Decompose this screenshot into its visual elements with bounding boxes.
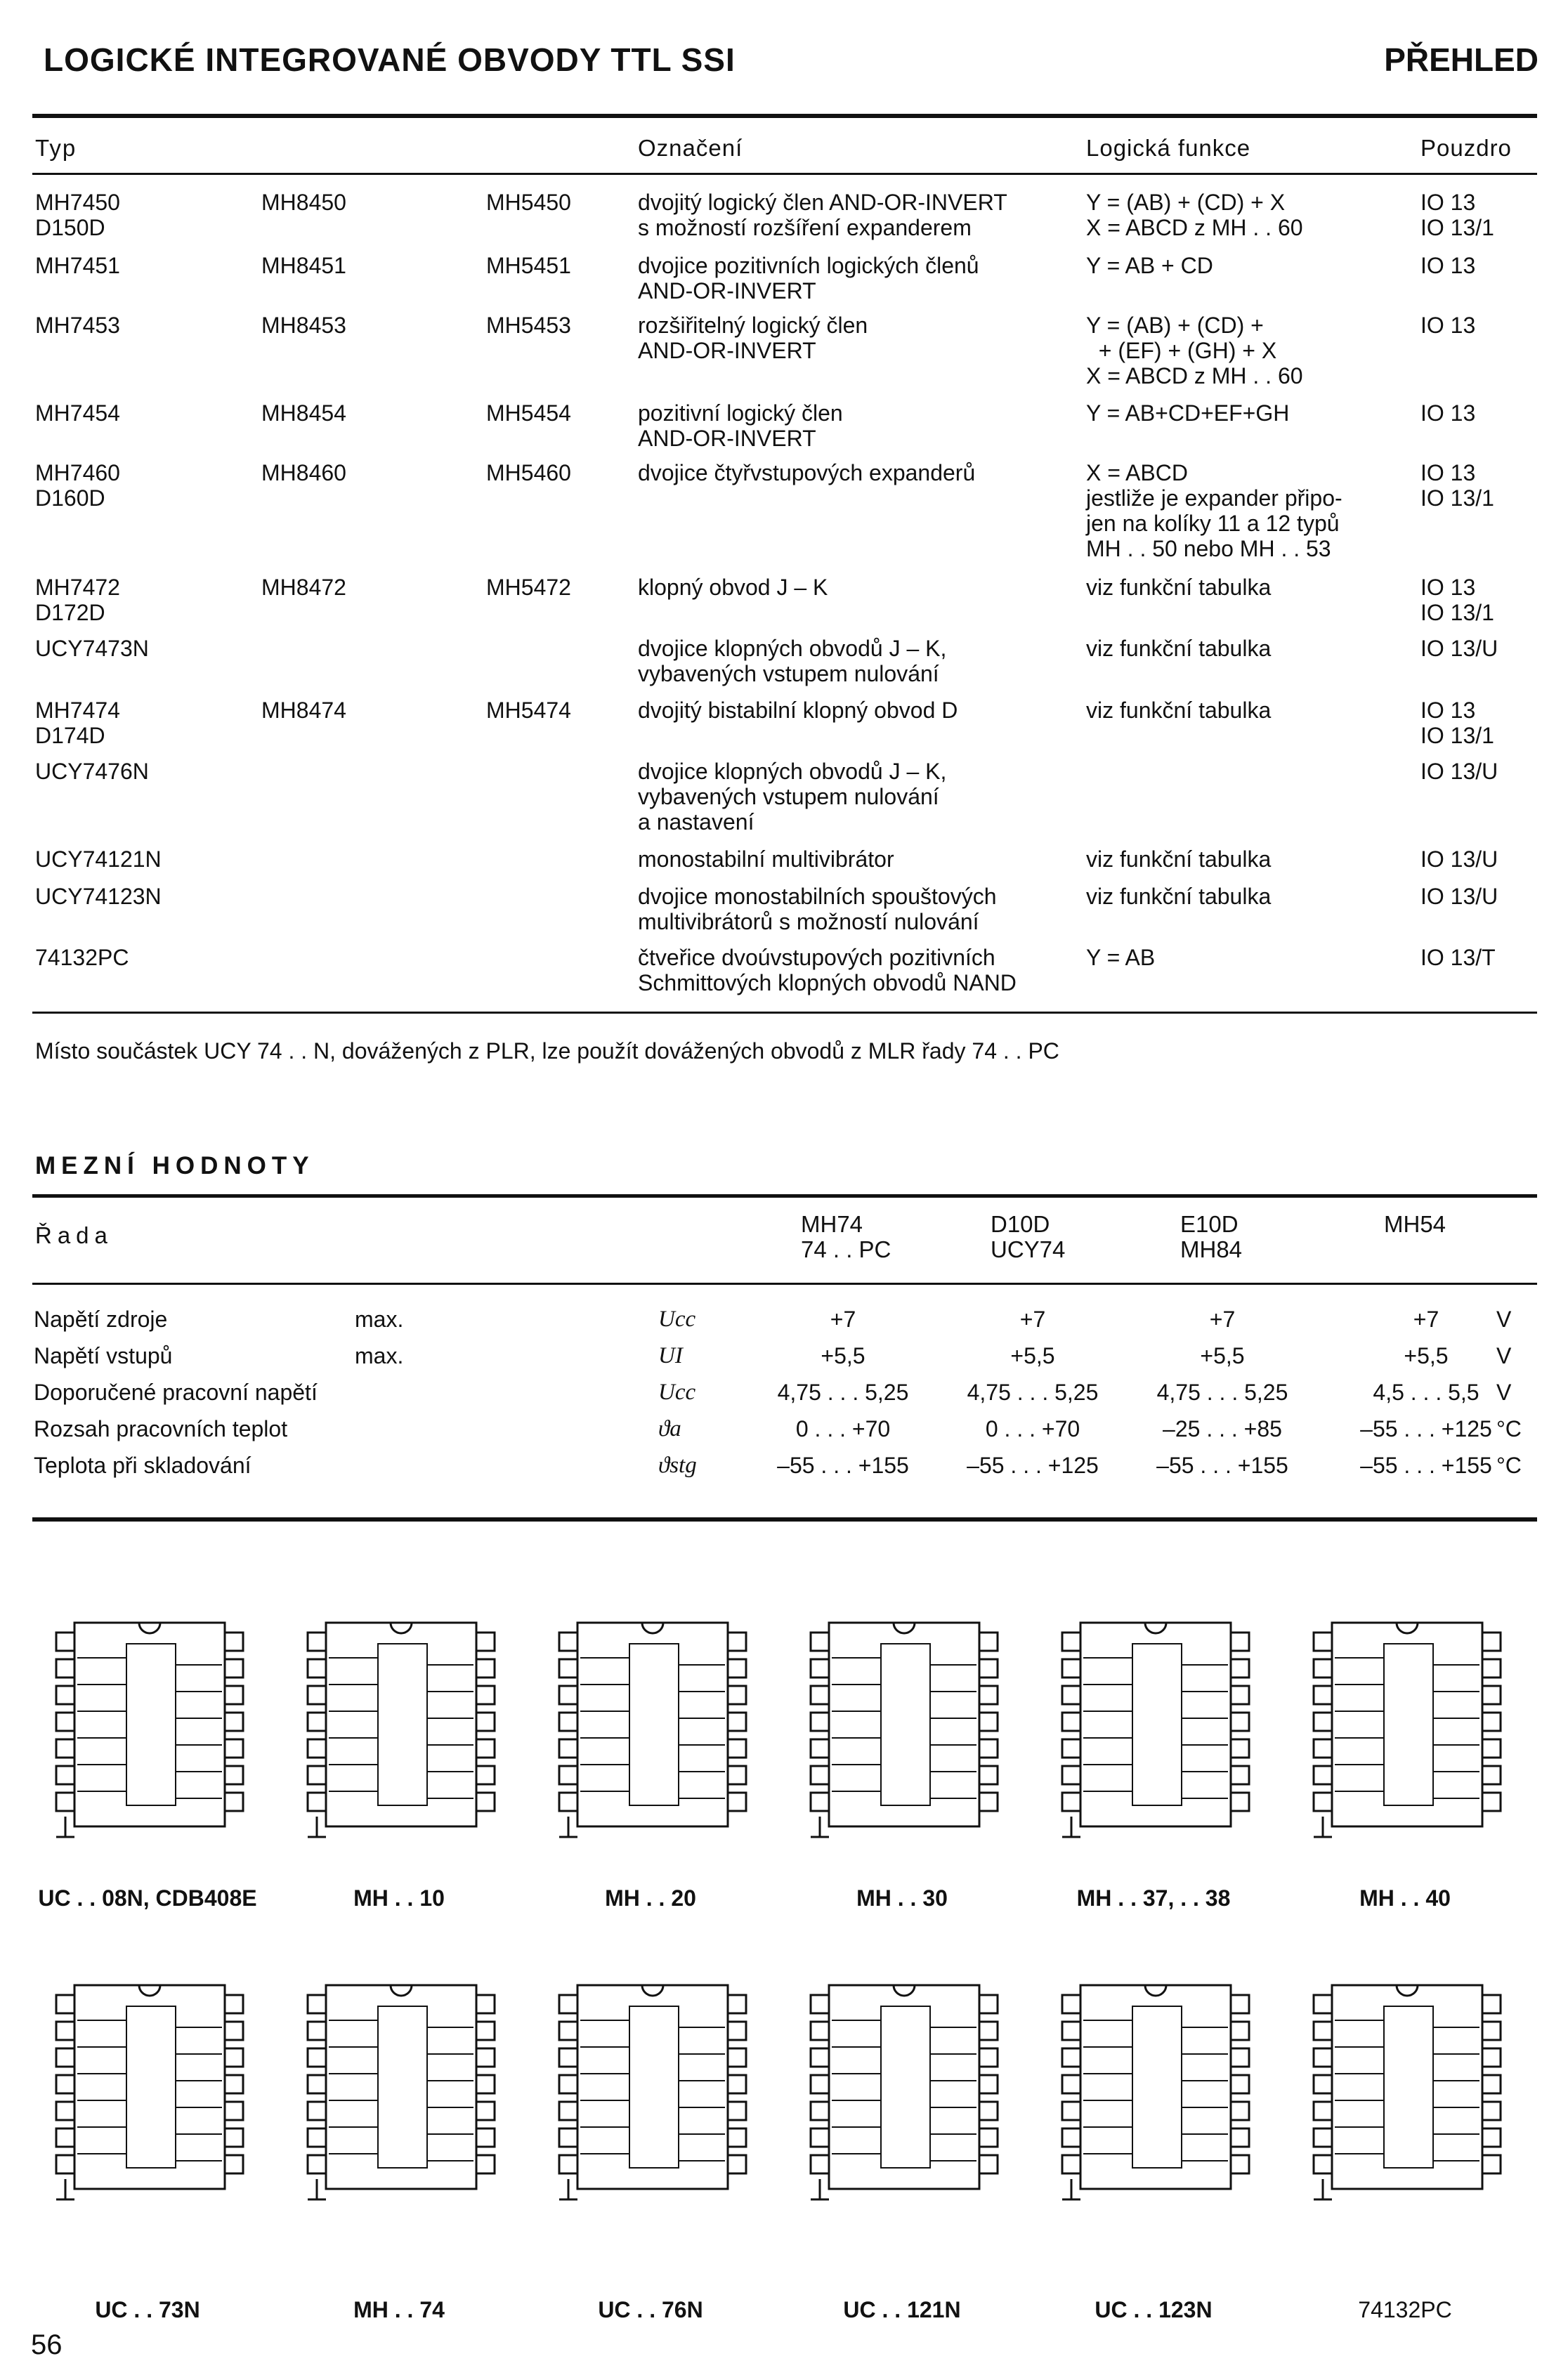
limit-value: –55 . . . +155 bbox=[1156, 1453, 1288, 1478]
type-code-alt: MH8460 bbox=[261, 460, 346, 485]
limit-unit: V bbox=[1496, 1343, 1512, 1368]
package: IO 13 IO 13/1 bbox=[1420, 575, 1494, 625]
type-code: MH7453 bbox=[35, 313, 120, 338]
package: IO 13 IO 13/1 bbox=[1420, 190, 1494, 240]
designation: dvojice čtyřvstupových expanderů bbox=[638, 460, 976, 485]
limit-value: 4,75 . . . 5,25 bbox=[777, 1380, 909, 1405]
limit-value: +7 bbox=[1209, 1307, 1236, 1332]
logic-function: Y = (AB) + (CD) + X X = ABCD z MH . . 60 bbox=[1086, 190, 1303, 240]
limit-value: –55 . . . +125 bbox=[967, 1453, 1099, 1478]
type-code: UCY7476N bbox=[35, 759, 149, 784]
designation: dvojice pozitivních logických členů AND-OR-INVERT bbox=[638, 253, 979, 303]
logic-function: Y = AB+CD+EF+GH bbox=[1086, 400, 1290, 426]
type-code-mil: MH5453 bbox=[486, 313, 571, 338]
pinout-diagram bbox=[294, 1971, 511, 2203]
limit-unit: V bbox=[1496, 1307, 1512, 1332]
limit-value: 4,75 . . . 5,25 bbox=[967, 1380, 1099, 1405]
limits-bottom-rule bbox=[32, 1517, 1537, 1522]
limit-label: Teplota při skladování bbox=[34, 1453, 251, 1478]
diagram-caption: UC . . 123N bbox=[1095, 2297, 1213, 2322]
logic-function: Y = AB + CD bbox=[1086, 253, 1213, 278]
type-code-mil: MH5472 bbox=[486, 575, 571, 600]
limit-value: +7 bbox=[1019, 1307, 1046, 1332]
logic-function: Y = (AB) + (CD) + + (EF) + (GH) + X X = ABCD z MH . . 60 bbox=[1086, 313, 1303, 388]
diagram-caption: UC . . 08N, CDB408E bbox=[38, 1885, 257, 1911]
logic-function: viz funkční tabulka bbox=[1086, 575, 1272, 600]
limit-value: +5,5 bbox=[1200, 1343, 1245, 1368]
pinout-diagram bbox=[545, 1971, 763, 2203]
package: IO 13 IO 13/1 bbox=[1420, 460, 1494, 511]
package: IO 13/U bbox=[1420, 846, 1498, 872]
limit-value: –55 . . . +155 bbox=[1360, 1453, 1492, 1478]
limit-symbol: Ucc bbox=[658, 1380, 696, 1405]
package: IO 13/U bbox=[1420, 759, 1498, 784]
diagram-caption: UC . . 121N bbox=[843, 2297, 961, 2322]
designation: monostabilní multivibrátor bbox=[638, 846, 894, 872]
limits-header-rule bbox=[32, 1283, 1537, 1285]
limits-column-head: MH74 74 . . PC bbox=[801, 1211, 891, 1262]
package: IO 13/U bbox=[1420, 884, 1498, 909]
diagram-caption: MH . . 40 bbox=[1359, 1885, 1451, 1911]
limit-symbol: Ucc bbox=[658, 1307, 696, 1332]
logic-function: viz funkční tabulka bbox=[1086, 846, 1272, 872]
limit-value: 0 . . . +70 bbox=[985, 1416, 1080, 1441]
limit-value: –55 . . . +125 bbox=[1360, 1416, 1492, 1441]
limit-label: Rozsah pracovních teplot bbox=[34, 1416, 288, 1441]
header-rule bbox=[32, 173, 1537, 175]
limit-unit: °C bbox=[1496, 1453, 1522, 1478]
pinout-diagram bbox=[1048, 1609, 1266, 1840]
diagram-caption: 74132PC bbox=[1358, 2297, 1452, 2322]
type-code: UCY74121N bbox=[35, 846, 162, 872]
type-code: 74132PC bbox=[35, 945, 129, 970]
limit-label: Napětí vstupů bbox=[34, 1343, 173, 1368]
limit-unit: V bbox=[1496, 1380, 1512, 1405]
type-code: MH7454 bbox=[35, 400, 120, 426]
limit-symbol: UI bbox=[658, 1343, 683, 1368]
section-title: PŘEHLED bbox=[1384, 41, 1538, 78]
logic-function: X = ABCD jestliže je expander připo- jen na kolíky 11 a 12 typů MH . . 50 nebo MH . . 53 bbox=[1086, 460, 1342, 561]
limits-title: MEZNÍ HODNOTY bbox=[35, 1152, 315, 1179]
table-bottom-rule bbox=[32, 1012, 1537, 1014]
type-code-mil: MH5460 bbox=[486, 460, 571, 485]
designation: dvojitý bistabilní klopný obvod D bbox=[638, 698, 958, 723]
limit-symbol: ϑstg bbox=[658, 1453, 697, 1478]
designation: pozitivní logický člen AND-OR-INVERT bbox=[638, 400, 843, 451]
designation: rozšiřitelný logický člen AND-OR-INVERT bbox=[638, 313, 868, 363]
package: IO 13 bbox=[1420, 313, 1476, 338]
limits-column-head: E10D MH84 bbox=[1180, 1211, 1243, 1262]
logic-function: Y = AB bbox=[1086, 945, 1156, 970]
logic-function: viz funkční tabulka bbox=[1086, 636, 1272, 661]
col-head-designation: Označení bbox=[638, 135, 743, 161]
diagram-caption: MH . . 10 bbox=[353, 1885, 445, 1911]
pinout-diagram bbox=[545, 1609, 763, 1840]
pinout-diagram bbox=[42, 1609, 260, 1840]
type-code-alt: MH8450 bbox=[261, 190, 346, 215]
col-head-function: Logická funkce bbox=[1086, 135, 1251, 161]
top-rule bbox=[32, 114, 1537, 118]
limit-unit: °C bbox=[1496, 1416, 1522, 1441]
designation: dvojice monostabilních spouštových multivibrátorů s možností nulování bbox=[638, 884, 997, 934]
logic-function: viz funkční tabulka bbox=[1086, 698, 1272, 723]
col-head-type: Typ bbox=[35, 135, 77, 161]
limit-qualifier: max. bbox=[355, 1343, 404, 1368]
limit-value: 4,5 . . . 5,5 bbox=[1373, 1380, 1479, 1405]
designation: klopný obvod J – K bbox=[638, 575, 828, 600]
pinout-diagram bbox=[1048, 1971, 1266, 2203]
limit-value: 4,75 . . . 5,25 bbox=[1156, 1380, 1288, 1405]
type-code-mil: MH5474 bbox=[486, 698, 571, 723]
package: IO 13 IO 13/1 bbox=[1420, 698, 1494, 748]
limit-symbol: ϑa bbox=[658, 1416, 681, 1441]
designation: dvojice klopných obvodů J – K, vybavených vstupem nulování a nastavení bbox=[638, 759, 947, 835]
type-code: MH7450 D150D bbox=[35, 190, 120, 240]
package: IO 13/T bbox=[1420, 945, 1496, 970]
type-code: UCY74123N bbox=[35, 884, 162, 909]
diagram-caption: MH . . 74 bbox=[353, 2297, 445, 2322]
diagram-caption: MH . . 20 bbox=[605, 1885, 696, 1911]
diagram-caption: UC . . 73N bbox=[95, 2297, 200, 2322]
limit-value: –55 . . . +155 bbox=[777, 1453, 909, 1478]
page-number: 56 bbox=[31, 2329, 63, 2360]
type-code: MH7474 D174D bbox=[35, 698, 120, 748]
limit-value: +5,5 bbox=[1010, 1343, 1055, 1368]
page-title: LOGICKÉ INTEGROVANÉ OBVODY TTL SSI bbox=[44, 41, 736, 78]
pinout-diagram bbox=[1300, 1971, 1517, 2203]
type-code-alt: MH8474 bbox=[261, 698, 346, 723]
pinout-diagram bbox=[294, 1609, 511, 1840]
type-code-mil: MH5450 bbox=[486, 190, 571, 215]
pinout-diagram bbox=[797, 1971, 1014, 2203]
table-note: Místo součástek UCY 74 . . N, dovážených z PLR, lze použít dovážených obvodů z MLR řady 74 . . PC bbox=[35, 1038, 1059, 1064]
package: IO 13 bbox=[1420, 400, 1476, 426]
type-code: MH7460 D160D bbox=[35, 460, 120, 511]
diagram-caption: MH . . 30 bbox=[856, 1885, 948, 1911]
limit-qualifier: max. bbox=[355, 1307, 404, 1332]
logic-function: viz funkční tabulka bbox=[1086, 884, 1272, 909]
limit-value: –25 . . . +85 bbox=[1163, 1416, 1282, 1441]
limit-value: +7 bbox=[830, 1307, 856, 1332]
type-code: MH7451 bbox=[35, 253, 120, 278]
limit-value: +7 bbox=[1413, 1307, 1439, 1332]
type-code-alt: MH8454 bbox=[261, 400, 346, 426]
limit-label: Doporučené pracovní napětí bbox=[34, 1380, 318, 1405]
limit-value: 0 . . . +70 bbox=[795, 1416, 891, 1441]
package: IO 13/U bbox=[1420, 636, 1498, 661]
type-code: UCY7473N bbox=[35, 636, 149, 661]
pinout-diagram bbox=[42, 1971, 260, 2203]
limit-value: +5,5 bbox=[1404, 1343, 1449, 1368]
limits-top-rule bbox=[32, 1194, 1537, 1198]
diagram-caption: UC . . 76N bbox=[598, 2297, 703, 2322]
type-code-mil: MH5454 bbox=[486, 400, 571, 426]
limit-value: +5,5 bbox=[821, 1343, 865, 1368]
type-code-alt: MH8472 bbox=[261, 575, 346, 600]
type-code: MH7472 D172D bbox=[35, 575, 120, 625]
limits-column-head: D10D UCY74 bbox=[991, 1211, 1066, 1262]
type-code-mil: MH5451 bbox=[486, 253, 571, 278]
designation: čtveřice dvoúvstupových pozitivních Schmittových klopných obvodů NAND bbox=[638, 945, 1017, 995]
col-head-package: Pouzdro bbox=[1420, 135, 1512, 161]
type-code-alt: MH8453 bbox=[261, 313, 346, 338]
diagram-caption: MH . . 37, . . 38 bbox=[1076, 1885, 1231, 1911]
limit-label: Napětí zdroje bbox=[34, 1307, 168, 1332]
designation: dvojice klopných obvodů J – K, vybavených vstupem nulování bbox=[638, 636, 947, 686]
type-code-alt: MH8451 bbox=[261, 253, 346, 278]
pinout-diagram bbox=[1300, 1609, 1517, 1840]
pinout-diagram bbox=[797, 1609, 1014, 1840]
designation: dvojitý logický člen AND-OR-INVERT s možností rozšíření expanderem bbox=[638, 190, 1007, 240]
series-label: Řada bbox=[35, 1222, 113, 1248]
package: IO 13 bbox=[1420, 253, 1476, 278]
limits-column-head: MH54 bbox=[1384, 1211, 1446, 1237]
